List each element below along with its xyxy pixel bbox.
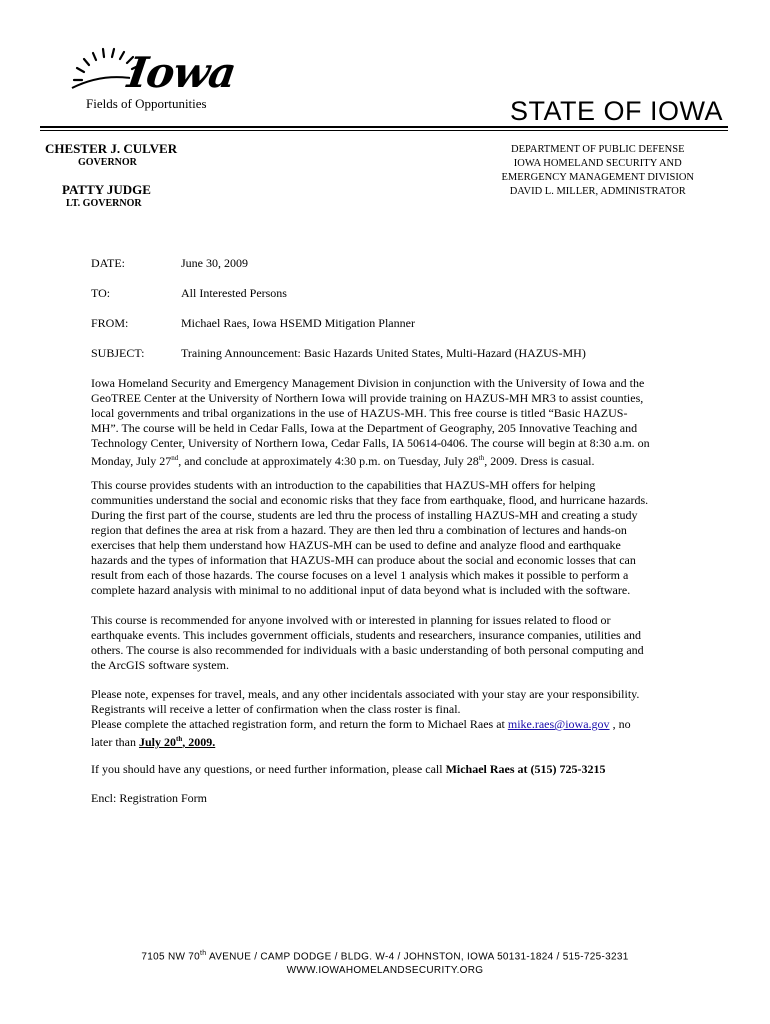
header-rule-thin [40,130,728,131]
text-line: local governments and tribal organizations in the use of HAZUS-MH. This free course is titled “Basic HAZUS- [91,406,628,420]
logo-wordmark: Iowa [124,48,239,97]
date-label: DATE: [91,256,125,270]
text-line: others. The course is also recommended for individuals with a basic understanding of both personal computing and [91,643,644,657]
paragraph-audience [91,613,691,673]
text-line: Please note, expenses for travel, meals, and any other incidentals associated with your stay are your responsibility. [91,687,640,701]
department-line: DEPARTMENT OF PUBLIC DEFENSE [510,144,685,155]
governor-name: CHESTER J. CULVER [45,141,178,156]
text-line: GeoTREE Center at the University of Northern Iowa will provide training on HAZUS-MH MR3 to assist counties, [91,391,644,405]
subject-label: SUBJECT: [91,346,145,360]
text-line: the ArcGIS software system. [91,658,229,672]
department-line: IOWA HOMELAND SECURITY AND [513,158,682,169]
governor-title: GOVERNOR [78,157,137,168]
department-block [502,143,695,199]
logo-tagline: Fields of Opportunities [86,96,207,111]
text-line: MH”. The course will be held in Cedar Falls, Iowa at the Department of Geography, 205 Innovative Teaching and [91,421,638,435]
paragraph-contact [91,762,691,777]
text-line: region that defines the area at risk from a hazard. They are then led thru a combination of lectures and hands-on [91,523,627,537]
text-line: This course is recommended for anyone involved with or interested in planning for issues related to flood or [91,613,611,627]
text-line: exercises that help them understand how HAZUS-MH can be used to define and analyze flood and earthquake [91,538,621,552]
lt-governor-title: LT. GOVERNOR [66,198,142,209]
contact-phone: Michael Raes at (515) 725-3215 [445,762,606,776]
lt-governor-name: PATTY JUDGE [62,182,151,197]
text-line: Registrants will receive a letter of confirmation when the class roster is final. [91,702,461,716]
paragraph-registration [91,687,691,750]
department-line: DAVID L. MILLER, ADMINISTRATOR [509,186,686,197]
to-label: TO: [91,286,111,300]
text-line: earthquake events. This includes government officials, students and researchers, insurance companies, utilities and [91,628,642,642]
text-line: If you should have any questions, or need further information, please call Michael Raes at (515) 725-3215 [91,762,606,776]
paragraph-course-description [91,478,691,598]
date-value: June 30, 2009 [181,256,248,270]
text-line: hazards and the types of information that HAZUS-MH can produce about the social and economic losses that can [91,553,636,567]
text-line: Technology Center, University of Northern Iowa, Cedar Falls, IA 50614-0406. The course will begin at 8:30 a.m. on [91,436,650,450]
text-line: Monday, July 27nd, and conclude at approximately 4:30 p.m. on Tuesday, July 28th, 2009. Dress is casual. [91,454,595,468]
paragraph-intro [91,376,691,469]
text-line: Please complete the attached registration form, and return the form to Michael Raes at mike.raes@iowa.gov , no [91,717,631,731]
footer-website: WWW.IOWAHOMELANDSECURITY.ORG [286,965,484,976]
email-link[interactable]: mike.raes@iowa.gov [507,717,610,731]
text-line: result from each of those hazards. The course focuses on a level 1 analysis which makes it possible to perform a [91,568,629,582]
text-line: communities understand the social and economic risks that they face from earthquake, flood, and hurricane hazards. [91,493,649,507]
subject-value: Training Announcement: Basic Hazards United States, Multi-Hazard (HAZUS-MH) [181,346,586,360]
text-line: Iowa Homeland Security and Emergency Management Division in conjunction with the University of Iowa and the [91,376,645,390]
from-label: FROM: [91,316,129,330]
deadline: July 20th, 2009. [138,735,216,749]
to-value: All Interested Persons [181,286,287,300]
footer-address: 7105 NW 70th AVENUE / CAMP DODGE / BLDG. W-4 / JOHNSTON, IOWA 50131-1824 / 515-725-3231 [141,950,629,963]
state-title: STATE OF IOWA [510,96,723,126]
header-rule [40,126,728,128]
department-line: EMERGENCY MANAGEMENT DIVISION [501,172,694,183]
text-line: During the first part of the course, students are led thru the process of installing HAZUS-MH and creating a study [91,508,638,522]
from-value: Michael Raes, Iowa HSEMD Mitigation Planner [181,316,415,330]
text-line: This course provides students with an introduction to the capabilities that HAZUS-MH offers for helping [91,478,596,492]
text-line: complete hazard analysis with minimal to no additional input of data beyond what is included with the software. [91,583,631,597]
enclosure-note: Encl: Registration Form [91,791,207,805]
text-line: later than July 20th, 2009. [91,735,216,749]
